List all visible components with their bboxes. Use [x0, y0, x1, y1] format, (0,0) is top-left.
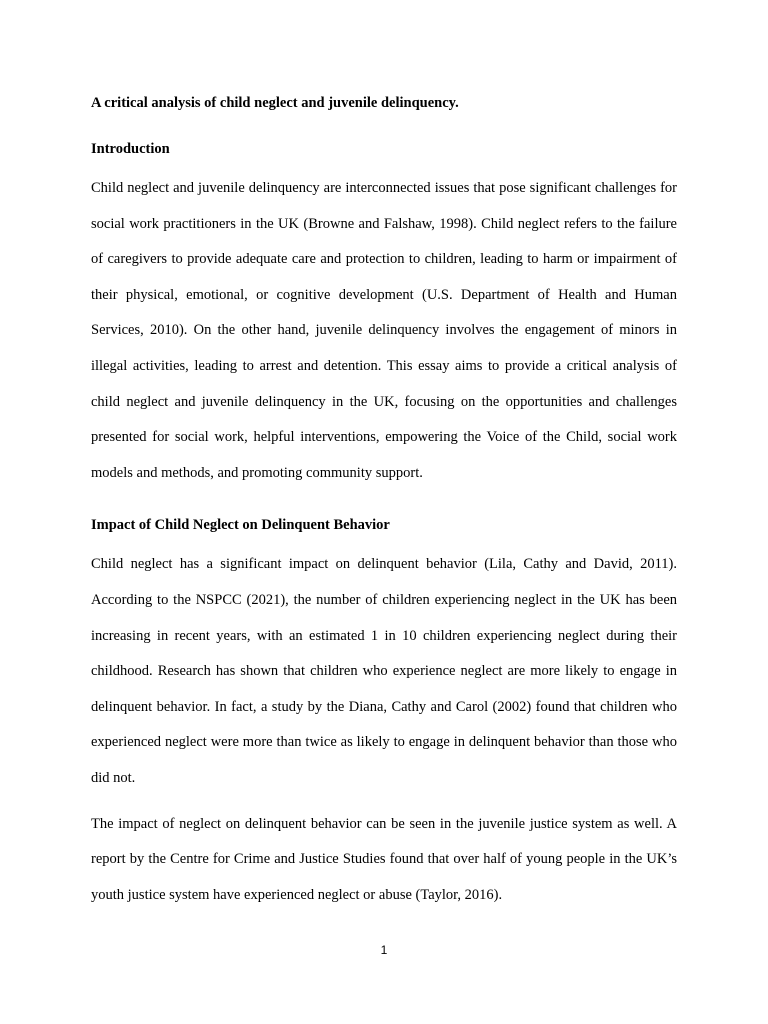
paragraph-impact-2: The impact of neglect on delinquent behavior can be seen in the juvenile justice system as well. A report by the Centre for Crime and Justice Studies found that over half of young people in the UK’s youth justice system have experienced neglect or abuse (Taylor, 2016). — [91, 815, 677, 903]
section-heading-introduction: Introduction — [91, 141, 170, 157]
page-number: 1 — [380, 943, 388, 957]
document-body — [91, 91, 677, 913]
document-title: A critical analysis of child neglect and juvenile delinquency. — [91, 95, 459, 111]
paragraph-impact-1: Child neglect has a significant impact on delinquent behavior (Lila, Cathy and David, 2011). According to the NSPCC (2021), the number of children experiencing neglect in the UK has been increasing in recent years, with an estimated 1 in 10 children experiencing neglect during their childhood. Research has shown that children who experience neglect are more likely to engage in delinquent behavior. In fact, a study by the Diana, Cathy and Carol (2002) found that children who experienced neglect were more than twice as likely to engage in delinquent behavior than those who did not. — [91, 556, 677, 786]
paragraph-introduction: Child neglect and juvenile delinquency are interconnected issues that pose significant challenges for social work practitioners in the UK (Browne and Falshaw, 1998). Child neglect refers to the failure of caregivers to provide adequate care and protection to children, leading to harm or impairment of their physical, emotional, or cognitive development (U.S. Department of Health and Human Services, 2010). On the other hand, juvenile delinquency involves the engagement of minors in illegal activities, leading to arrest and detention. This essay aims to provide a critical analysis of child neglect and juvenile delinquency in the UK, focusing on the opportunities and challenges presented for social work, helpful interventions, empowering the Voice of the Child, social work models and methods, and promoting community support. — [91, 180, 677, 481]
section-heading-impact: Impact of Child Neglect on Delinquent Behavior — [91, 517, 390, 534]
